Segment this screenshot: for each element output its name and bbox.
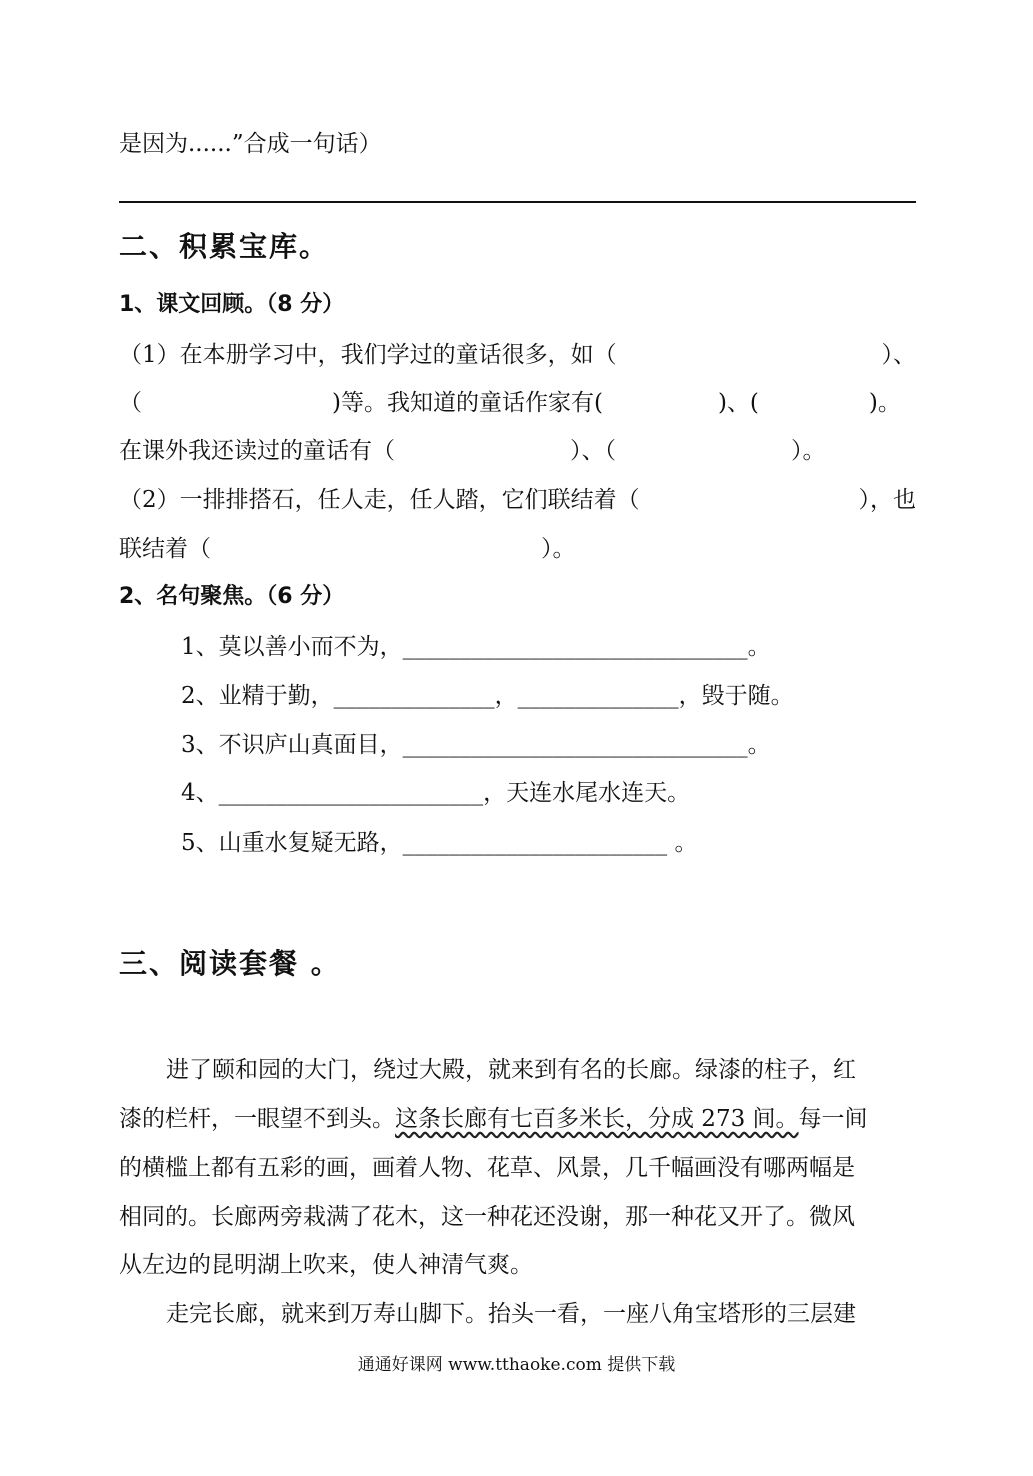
- continued-instruction-text: 是因为......”合成一句话）: [119, 131, 382, 157]
- quote-item-1: 1、莫以善小而不为，______________________________。: [181, 634, 771, 660]
- question-2-line-2: [119, 534, 576, 564]
- question-1-line-3: [119, 436, 826, 466]
- passage-line-5: 从左边的昆明湖上吹来，使人神清气爽。: [119, 1252, 533, 1278]
- question-2-line-2-end: ）。: [541, 536, 576, 562]
- question-1-line-1-end: ）、: [881, 342, 916, 368]
- answer-blank[interactable]: [674, 485, 824, 515]
- passage-line-2-end: 每一间: [798, 1106, 868, 1132]
- section-3-title: 三、阅读套餐 。: [119, 947, 341, 980]
- section-2-title: 二、积累宝库。: [119, 230, 330, 263]
- question-1-line-2: [119, 388, 901, 418]
- passage-line-1: 进了颐和园的大门，绕过大殿，就来到有名的长廊。绿漆的柱子，红: [166, 1057, 856, 1083]
- passage-2-line-1: 走完长廊，就来到万寿山脚下。抬头一看，一座八角宝塔形的三层建: [166, 1301, 856, 1327]
- question-2-line-1-text: （2）一排排搭石，任人走，任人踏，它们联结着（: [119, 487, 640, 513]
- question-1-line-3-text: 在课外我还读过的童话有（: [119, 438, 395, 464]
- passage-line-3: 的横槛上都有五彩的画，画着人物、花草、风景，几千幅画没有哪两幅是: [119, 1155, 855, 1181]
- paren-open: （: [119, 390, 142, 416]
- question-1-line-3-end: ）。: [791, 438, 826, 464]
- quote-item-4: 4、_______________________，天连水尾水连天。: [181, 780, 691, 806]
- question-2-line-1: [119, 485, 916, 515]
- question-1-line-2-sep: )、(: [717, 390, 759, 416]
- question-1-line-2-text: )等。我知道的童话作家有(: [332, 390, 603, 416]
- passage-line-4: 相同的。长廊两旁栽满了花木，这一种花还没谢，那一种花又开了。微风: [119, 1204, 855, 1230]
- answer-blank[interactable]: [669, 340, 829, 370]
- wavy-underlined-sentence: 这条长廊有七百多米长，分成 273 间。: [395, 1106, 799, 1132]
- answer-line: [119, 201, 916, 203]
- quote-item-2: 2、业精于勤，______________，______________，毁于随。: [181, 683, 794, 709]
- question-1-line-3-sep: ）、（: [570, 438, 616, 464]
- page-footer: 通通好课网 www.tthaoke.com 提供下载: [357, 1355, 676, 1375]
- question-2-line-2-text: 联结着（: [119, 536, 211, 562]
- quote-item-5: 5、山重水复疑无路，_______________________ 。: [181, 830, 698, 856]
- passage-line-2-start: 漆的栏杆，一眼望不到头。: [119, 1106, 395, 1132]
- part-2-title: 2、名句聚焦。（6 分）: [119, 584, 345, 609]
- part-1-title: 1、课文回顾。（8 分）: [119, 292, 345, 317]
- question-1-line-1: [119, 340, 916, 370]
- quote-item-3: 3、不识庐山真面目，______________________________。: [181, 732, 771, 758]
- passage-line-2: [119, 1104, 868, 1134]
- question-1-line-2-end: )。: [868, 390, 901, 416]
- question-2-line-1-end: ），也: [858, 487, 916, 513]
- question-1-line-1-text: （1）在本册学习中，我们学过的童话很多，如（: [119, 342, 617, 368]
